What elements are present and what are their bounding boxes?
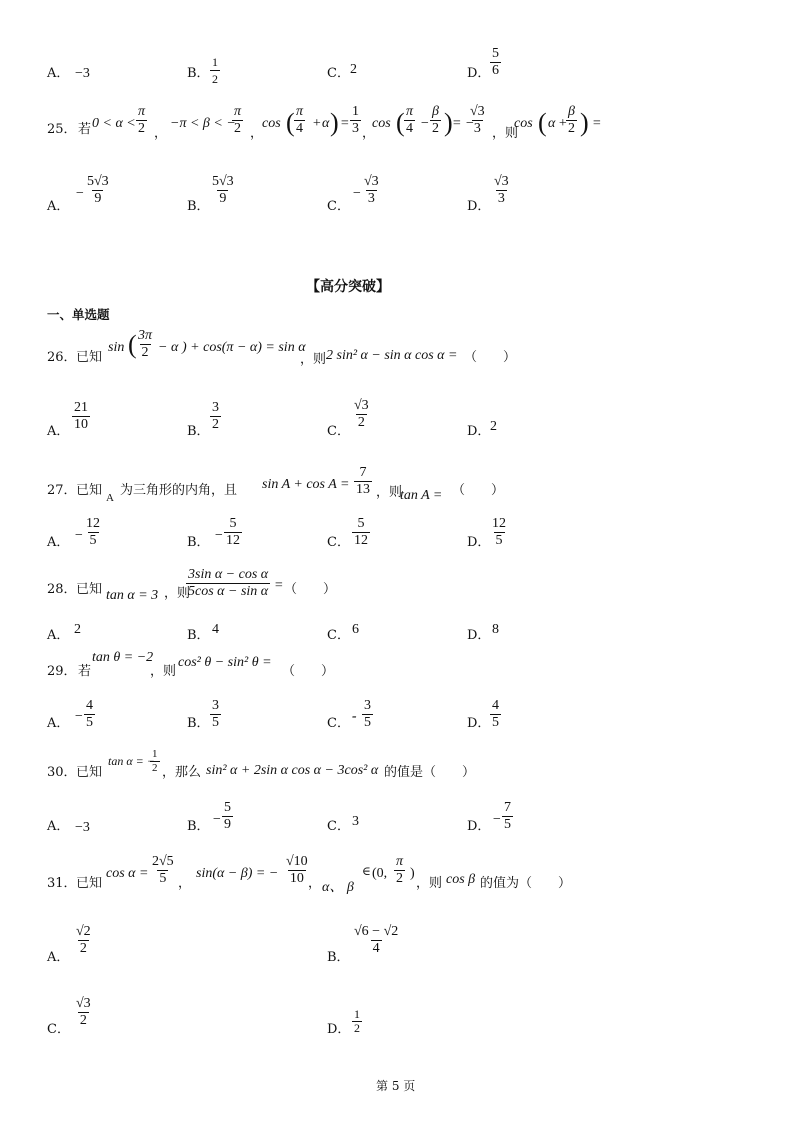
q26-fraction: 3π 2: [138, 328, 153, 360]
q28-option-c-value: 6: [352, 622, 359, 637]
q29-prefix: 若: [78, 664, 92, 679]
q25-option-b-label: B．: [187, 199, 210, 214]
q25-eq1-rhs: 1 3: [352, 104, 359, 136]
q30-prefix: 已知: [76, 765, 103, 780]
q25-cos1: cos: [262, 116, 281, 131]
q30-target: sin² α + 2sin α cos α − 3cos² α: [206, 763, 379, 778]
q28-option-b-label: B．: [187, 628, 210, 643]
q29-option-c-fraction: 3 5: [364, 698, 371, 730]
q26-option-d-label: D．: [467, 424, 491, 439]
q29-option-a-label: A．: [47, 716, 70, 731]
q31-option-d-label: D．: [327, 1022, 351, 1037]
q25-cond1-fraction: π 2: [138, 104, 146, 136]
q28-option-d-label: D．: [467, 628, 491, 643]
q26-option-a-fraction: 21 10: [74, 400, 88, 432]
q29-option-b-label: B．: [187, 716, 210, 731]
q27-fraction: 7 13: [356, 465, 370, 497]
q31-option-b-fraction: √6 − √2 4: [354, 924, 399, 956]
q25-target-beta-half: β 2: [568, 104, 575, 136]
q24-option-d-label: D．: [467, 66, 491, 81]
q31-prefix: 已知: [76, 876, 103, 891]
q24-option-c-label: C．: [327, 66, 350, 81]
q27-number: 27．: [47, 483, 77, 498]
q31-number: 31．: [47, 876, 77, 891]
q31-option-d-fraction: 1 2: [354, 1007, 360, 1035]
q28-option-a-label: A．: [47, 628, 70, 643]
q29-option-d-fraction: 4 5: [492, 698, 499, 730]
q27-option-a-label: A．: [47, 535, 70, 550]
q28-option-d-value: 8: [492, 622, 499, 637]
q31-option-a-fraction: √2 2: [76, 924, 91, 956]
q31-option-b-label: B．: [327, 950, 350, 965]
q26-option-b-label: B．: [187, 424, 210, 439]
q29-option-d-label: D．: [467, 716, 491, 731]
q24-option-b-fraction: 1 2: [212, 55, 218, 86]
q30-number: 30．: [47, 765, 77, 780]
q27-option-a-fraction: 12 5: [86, 516, 100, 548]
q28-option-c-label: C．: [327, 628, 350, 643]
q31-vars: α、 β: [322, 880, 354, 895]
q31-option-c-label: C．: [47, 1022, 70, 1037]
q24-option-a-value: −3: [75, 66, 90, 81]
q31-interval-fraction: π 2: [396, 854, 404, 886]
q27-target: tan A =: [400, 488, 443, 503]
q29-option-a-fraction: 4 5: [86, 698, 93, 730]
q29-target: cos² θ − sin² θ =: [178, 655, 272, 670]
q31-cond1: cos α =: [106, 866, 149, 881]
q25-option-d-fraction: √3 3: [494, 174, 509, 206]
q31-cond2-fraction: √10 10: [286, 854, 308, 886]
q24-option-b-label: B．: [187, 66, 210, 81]
q30-option-b-fraction: 5 9: [224, 800, 231, 832]
q28-condition: tan α = 3: [106, 588, 159, 603]
q26-option-c-fraction: √3 2: [354, 398, 369, 430]
q31-option-a-label: A．: [47, 950, 70, 965]
subsection-title: 一、单选题: [47, 307, 110, 322]
q26-target: 2 sin² α − sin α cos α =: [326, 348, 458, 363]
q27-option-d-label: D．: [467, 535, 491, 550]
q27-condition: sin A + cos A =: [262, 477, 350, 492]
q28-option-a-value: 2: [74, 622, 81, 637]
q27-option-d-fraction: 12 5: [492, 516, 506, 548]
q25-beta-half: β 2: [432, 104, 439, 136]
q30-condition: tan α = −: [108, 754, 155, 768]
q25-cond2: −π < β < −: [170, 116, 236, 131]
q29-option-c-label: C．: [327, 716, 350, 731]
page-number: 第 5 页: [376, 1079, 416, 1093]
q25-cos1-fraction: π 4: [296, 104, 304, 136]
q24-option-d-fraction: 5 6: [492, 46, 499, 78]
q27-prefix: 已知: [76, 483, 103, 498]
q28-fraction: 3sin α − cos α 5cos α − sin α: [188, 567, 269, 599]
q25-cos2-fraction: π 4: [406, 104, 414, 136]
q26-option-a-label: A．: [47, 424, 70, 439]
q25-option-c-label: C．: [327, 199, 350, 214]
q25-option-b-fraction: 5√3 9: [212, 174, 234, 206]
q29-option-b-fraction: 3 5: [212, 698, 219, 730]
q27-option-b-fraction: 5 12: [226, 516, 240, 548]
q26-prefix: 已知: [76, 350, 103, 365]
q25-cond1: 0 < α <: [92, 116, 136, 131]
q26-option-d-value: 2: [490, 419, 497, 434]
q31-cond2: sin(α − β) = −: [196, 866, 279, 881]
q25-option-a-fraction: 5√3 9: [87, 174, 109, 206]
q27-option-c-label: C．: [327, 535, 350, 550]
q28-prefix: 已知: [76, 582, 103, 597]
q27-option-c-fraction: 5 12: [354, 516, 368, 548]
q26-option-c-label: C．: [327, 424, 350, 439]
q25-prefix: 若: [78, 122, 92, 137]
q30-option-d-fraction: 7 5: [504, 800, 511, 832]
q31-option-c-fraction: √3 2: [76, 996, 91, 1028]
q30-fraction: 1 2: [152, 748, 158, 774]
q27-var-a: A: [106, 492, 114, 504]
q31-cond1-fraction: 2√5 5: [152, 854, 174, 886]
q30-option-a-value: −3: [75, 820, 90, 835]
q30-option-c-label: C．: [327, 819, 350, 834]
q31-target: cos β: [446, 872, 476, 887]
q29-number: 29．: [47, 664, 77, 679]
q30-option-c-value: 3: [352, 814, 359, 829]
q25-option-a-label: A．: [47, 199, 70, 214]
q25-eq2-rhs: √3 3: [470, 104, 485, 136]
q26-number: 26．: [47, 350, 77, 365]
q26-option-b-fraction: 3 2: [212, 400, 219, 432]
q24-option-a-label: A．: [47, 66, 70, 81]
q25-option-c-fraction: √3 3: [364, 174, 379, 206]
q24-option-c-value: 2: [350, 62, 357, 77]
q29-condition: tan θ = −2: [92, 650, 154, 665]
q30-option-d-label: D．: [467, 819, 491, 834]
q25-option-d-label: D．: [467, 199, 491, 214]
q30-option-b-label: B．: [187, 819, 210, 834]
section-title: 【高分突破】: [306, 279, 390, 295]
q26-condition: ) + cos(π − α) = sin α: [182, 340, 306, 355]
q28-number: 28．: [47, 582, 77, 597]
q25-cond2-fraction: π 2: [234, 104, 242, 136]
q27-option-b-label: B．: [187, 535, 210, 550]
q28-option-b-value: 4: [212, 622, 219, 637]
q30-option-a-label: A．: [47, 819, 70, 834]
q25-number: 25．: [47, 122, 77, 137]
